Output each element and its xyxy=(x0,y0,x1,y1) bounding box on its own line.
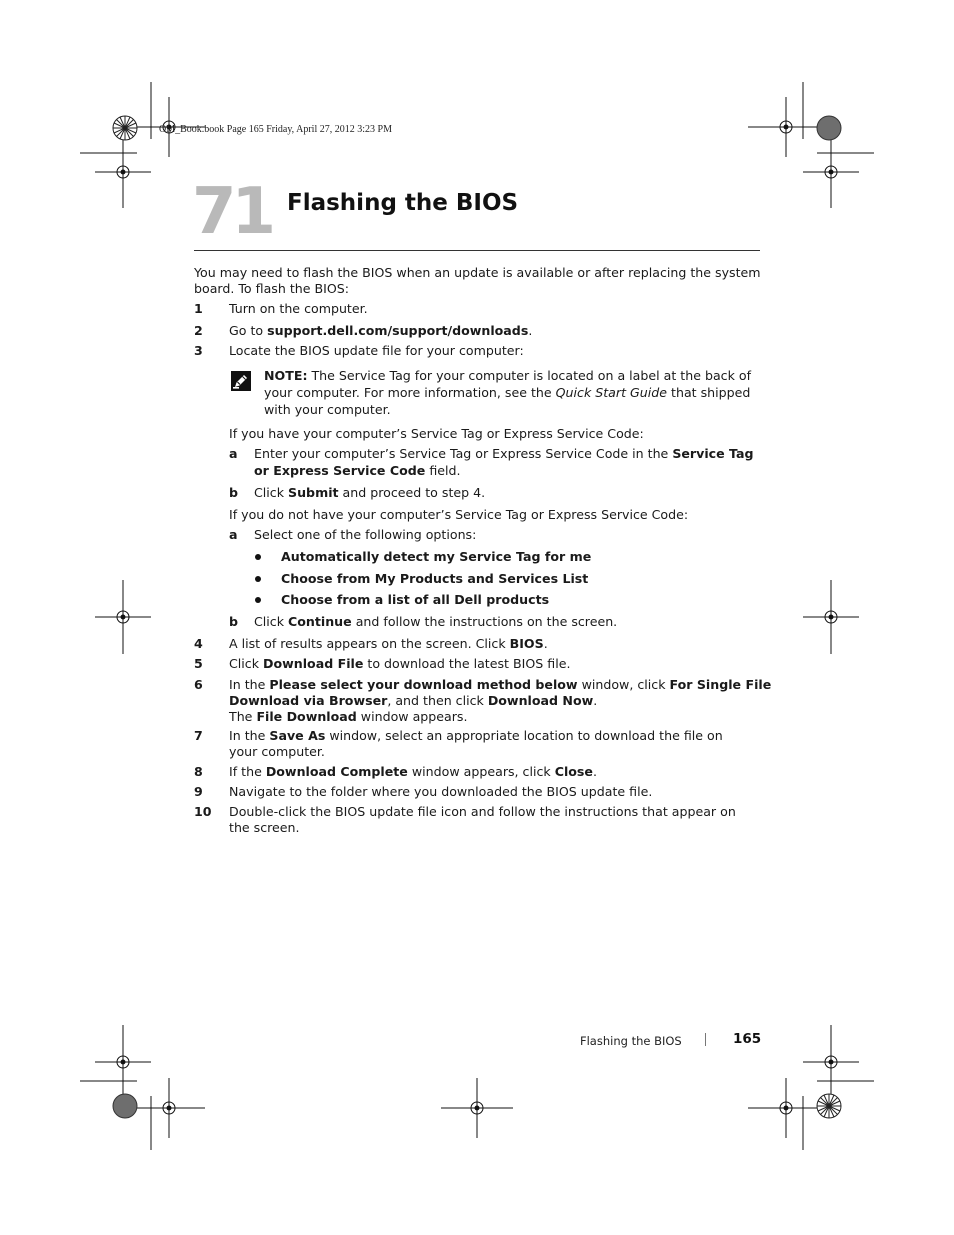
step-text-part: window, click xyxy=(577,677,670,692)
step-line: your computer. xyxy=(229,744,325,759)
footer-section-title: Flashing the BIOS xyxy=(580,1034,682,1048)
step-number: 6 xyxy=(194,677,203,692)
substep-text: Select one of the following options: xyxy=(254,527,477,542)
step-text-part: . xyxy=(528,323,533,338)
step-text-part: window appears, click xyxy=(407,764,555,779)
substep-letter: a xyxy=(229,527,238,542)
button-name: Close xyxy=(554,764,593,779)
substep-line xyxy=(254,463,754,479)
step-line xyxy=(229,728,723,744)
step-text xyxy=(229,656,570,672)
substep-text xyxy=(254,485,485,501)
bullet-icon xyxy=(255,554,261,560)
substep-part: Click xyxy=(254,485,289,500)
step-number: 4 xyxy=(194,636,203,651)
chapter-number: 71 xyxy=(192,175,272,249)
option-name: Download via Browser xyxy=(229,693,388,708)
window-name: Download Complete xyxy=(265,764,408,779)
step-text-part: window, select an appropriate location to download the file on xyxy=(325,728,723,743)
step-text: Locate the BIOS update file for your computer: xyxy=(229,343,524,358)
step-text xyxy=(229,764,597,780)
step-text-part: Click xyxy=(229,656,264,671)
note-line: with your computer. xyxy=(264,402,391,417)
note-text xyxy=(264,368,764,418)
step-text-part: In the xyxy=(229,677,270,692)
option-item: Choose from My Products and Services List xyxy=(281,571,589,586)
support-link[interactable]: support.dell.com/support/downloads xyxy=(267,323,529,338)
note-line-part: your computer. For more information, see the xyxy=(264,385,556,400)
step-number: 9 xyxy=(194,784,203,799)
step-text xyxy=(229,804,736,836)
title-rule xyxy=(194,250,760,251)
step-text: Navigate to the folder where you downloaded the BIOS update file. xyxy=(229,784,653,799)
step-text-part: . xyxy=(593,693,598,708)
step-number: 3 xyxy=(194,343,203,358)
substep-part: and proceed to step 4. xyxy=(338,485,486,500)
step-number: 10 xyxy=(194,804,212,819)
substep-part: field. xyxy=(425,463,461,478)
button-name: Submit xyxy=(288,485,339,500)
substep-part: and follow the instructions on the screen. xyxy=(351,614,618,629)
note-guide-title: Quick Start Guide xyxy=(555,385,668,400)
option-name: For Single File xyxy=(669,677,772,692)
step-text-part: If the xyxy=(229,764,266,779)
substep-letter: b xyxy=(229,485,239,500)
step-text-part: A list of results appears on the screen. Click xyxy=(229,636,510,651)
step-number: 2 xyxy=(194,323,203,338)
substep-part: Enter your computer’s Service Tag or Express Service Code in the xyxy=(254,446,673,461)
bullet-icon xyxy=(255,576,261,582)
step-line xyxy=(229,677,771,693)
substep-part: Click xyxy=(254,614,289,629)
step-text xyxy=(229,677,771,725)
note-line xyxy=(264,368,764,384)
step-text-part: Go to xyxy=(229,323,268,338)
step-number: 8 xyxy=(194,764,203,779)
window-name: File Download xyxy=(256,709,357,724)
substep-letter: a xyxy=(229,446,238,461)
chapter-title: Flashing the BIOS xyxy=(287,190,519,216)
window-name: Save As xyxy=(269,728,326,743)
intro-paragraph: You may need to flash the BIOS when an update is available or after replacing the system board. To flash the BIOS: xyxy=(194,265,761,296)
step-text-part: . xyxy=(543,636,548,651)
footer-separator xyxy=(705,1033,706,1046)
step-text xyxy=(229,728,723,760)
step-number: 7 xyxy=(194,728,203,743)
step-number: 5 xyxy=(194,656,203,671)
option-item: Choose from a list of all Dell products xyxy=(281,592,550,607)
link-name: BIOS xyxy=(509,636,544,651)
step-text-part: window appears. xyxy=(356,709,468,724)
note-pencil-icon xyxy=(230,370,252,392)
button-name: Download Now xyxy=(487,693,594,708)
step-line: Double-click the BIOS update file icon and follow the instructions that appear on xyxy=(229,804,736,819)
button-name: Continue xyxy=(288,614,352,629)
substep-text xyxy=(254,446,754,479)
step-line xyxy=(229,693,771,709)
step-text-part: The xyxy=(229,709,257,724)
file-info-header: OM_Book.book Page 165 Friday, April 27, 2012 3:23 PM xyxy=(159,124,392,135)
step-line: the screen. xyxy=(229,820,300,835)
step-text-part: to download the latest BIOS file. xyxy=(363,656,571,671)
note-line xyxy=(264,385,764,401)
bullet-icon xyxy=(255,597,261,603)
substep-letter: b xyxy=(229,614,239,629)
page-number: 165 xyxy=(733,1031,762,1047)
step-text: Turn on the computer. xyxy=(229,301,368,316)
step-text xyxy=(229,323,532,339)
note-line-part: that shipped xyxy=(667,385,751,400)
step-number: 1 xyxy=(194,301,203,316)
note-line-part: The Service Tag for your computer is located on a label at the back of xyxy=(307,368,752,383)
step-text-part: , and then click xyxy=(387,693,488,708)
note-label: NOTE: xyxy=(264,368,308,383)
step-text-part: . xyxy=(592,764,597,779)
field-name: Service Tag xyxy=(672,446,754,461)
condition-have: If you have your computer’s Service Tag or Express Service Code: xyxy=(229,426,644,441)
window-name: Please select your download method below xyxy=(269,677,578,692)
substep-text xyxy=(254,614,617,630)
step-text-part: In the xyxy=(229,728,270,743)
option-item: Automatically detect my Service Tag for me xyxy=(281,549,592,564)
field-name: or Express Service Code xyxy=(254,463,426,478)
step-text xyxy=(229,636,548,652)
substep-line xyxy=(254,446,754,462)
condition-not-have: If you do not have your computer’s Service Tag or Express Service Code: xyxy=(229,507,689,522)
step-line xyxy=(229,709,771,725)
link-name: Download File xyxy=(263,656,364,671)
